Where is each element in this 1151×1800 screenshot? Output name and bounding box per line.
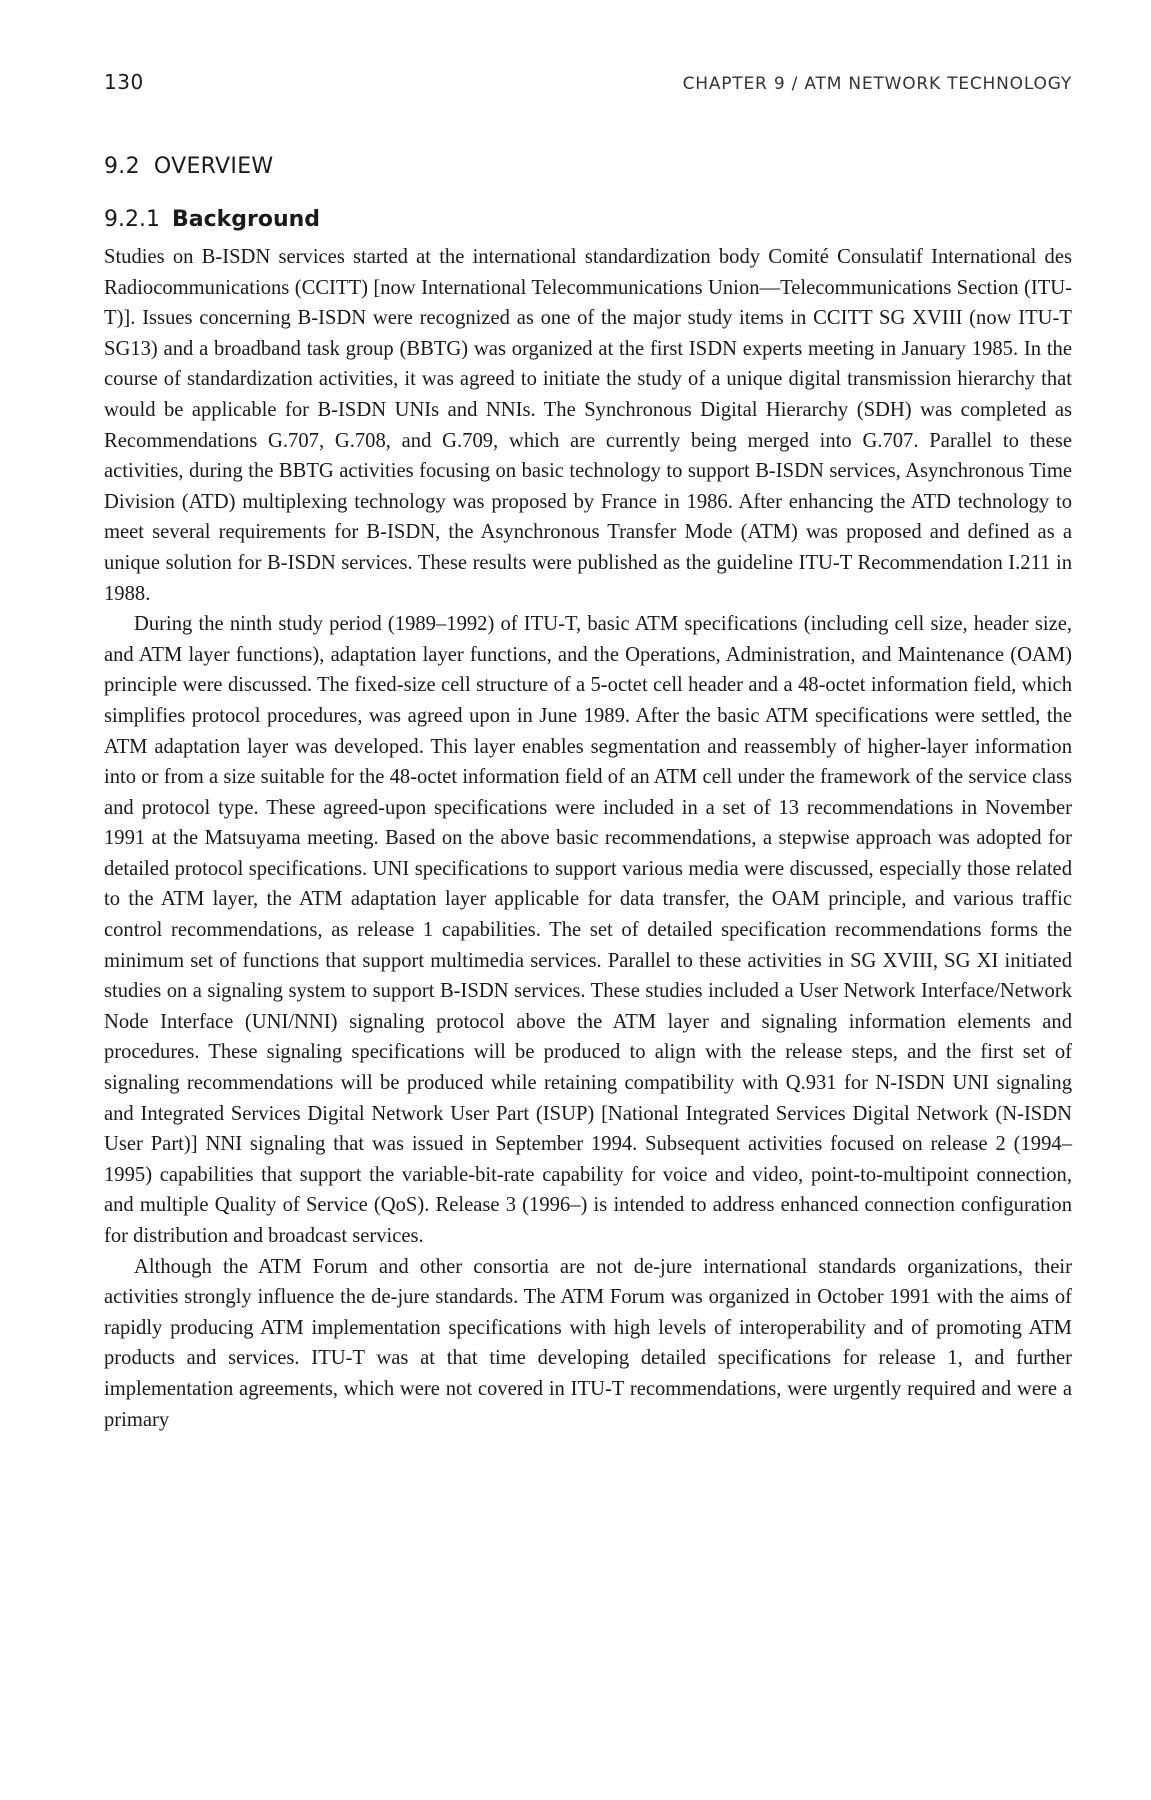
page-number: 130 <box>104 70 144 94</box>
subsection-heading <box>104 207 1072 232</box>
paragraph-1: Studies on B-ISDN services started at the international standardization body Comité Consulatif International des Radiocommunications (CCITT) [now International Telecommunications Union—Telecommunications Section (ITU-T)]. Issues concerning B-ISDN were recognized as one of the major study items in CCITT SG XVIII (now ITU-T SG13) and a broadband task group (BBTG) was organized at the first ISDN experts meeting in January 1985. In the course of standardization activities, it was agreed to initiate the study of a unique digital transmission hierarchy that would be applicable for B-ISDN UNIs and NNIs. The Synchronous Digital Hierarchy (SDH) was completed as Recommendations G.707, G.708, and G.709, which are currently being merged into G.707. Parallel to these activities, during the BBTG activities focusing on basic technology to support B-ISDN services, Asynchronous Time Division (ATD) multiplexing technology was proposed by France in 1986. After enhancing the ATD technology to meet several requirements for B-ISDN, the Asynchronous Transfer Mode (ATM) was proposed and defined as a unique solution for B-ISDN services. These results were published as the guideline ITU-T Recommendation I.211 in 1988. <box>104 246 1072 605</box>
running-header <box>104 70 1072 94</box>
paragraph-3: Although the ATM Forum and other consortia are not de-jure international standards organizations, their activities strongly influence the de-jure standards. The ATM Forum was organized in October 1991 with the aims of rapidly producing ATM implementation specifications with high levels of interoperability and of promoting ATM products and services. ITU-T was at that time developing detailed specifications for release 1, and further implementation agreements, which were not covered in ITU-T recommendations, were urgently required and were a primary <box>104 1255 1072 1431</box>
book-page <box>104 70 1072 1435</box>
section-title: OVERVIEW <box>153 154 274 179</box>
section-number: 9.2 <box>104 154 140 179</box>
chapter-title: CHAPTER 9 / ATM NETWORK TECHNOLOGY <box>682 74 1072 94</box>
subsection-title: Background <box>171 207 321 232</box>
paragraph-2: During the ninth study period (1989–1992) of ITU-T, basic ATM specifications (including cell size, header size, and ATM layer functions), adaptation layer functions, and the Operations, Administration, and Maintenance (OAM) principle were discussed. The fixed-size cell structure of a 5-octet cell header and a 48-octet information field, which simplifies protocol procedures, was agreed upon in June 1989. After the basic ATM specifications were settled, the ATM adaptation layer was developed. This layer enables segmentation and reassembly of higher-layer information into or from a size suitable for the 48-octet information field of an ATM cell under the framework of the service class and protocol type. These agreed-upon specifications were included in a set of 13 recommendations in November 1991 at the Matsuyama meeting. Based on the above basic recommendations, a stepwise approach was adopted for detailed protocol specifications. UNI specifications to support various media were discussed, especially those related to the ATM layer, the ATM adaptation layer applicable for data transfer, the OAM principle, and various traffic control recommendations, as release 1 capabilities. The set of detailed specification recommendations forms the minimum set of functions that support multimedia services. Parallel to these activities in SG XVIII, SG XI initiated studies on a signaling system to support B-ISDN services. These studies included a User Network Interface/Network Node Interface (UNI/NNI) signaling protocol above the ATM layer and signaling information elements and procedures. These signaling specifications will be produced to align with the release steps, and the first set of signaling recommendations will be produced while retaining compatibility with Q.931 for N-ISDN UNI signaling and Integrated Services Digital Network User Part (ISUP) [National Integrated Services Digital Network (N-ISDN User Part)] NNI signaling that was issued in September 1994. Subsequent activities focused on release 2 (1994–1995) capabilities that support the variable-bit-rate capability for voice and video, point-to-multipoint connection, and multiple Quality of Service (QoS). Release 3 (1996–) is intended to address enhanced connection configuration for distribution and broadcast services. <box>104 613 1072 1247</box>
section-heading <box>104 154 1072 179</box>
subsection-number: 9.2.1 <box>104 207 160 232</box>
